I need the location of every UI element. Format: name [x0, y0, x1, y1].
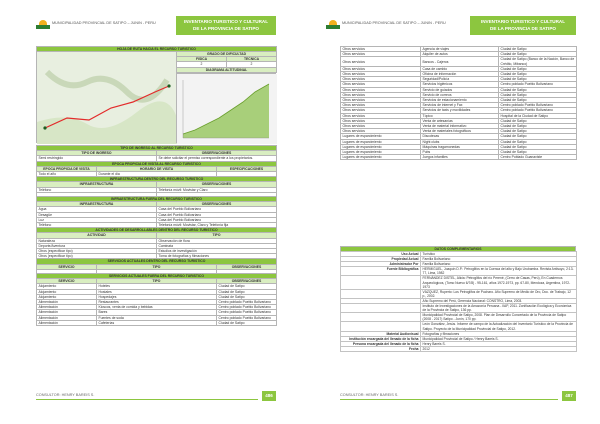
service-row: Alojamiento: [37, 284, 97, 289]
service-type: Venta de materiales fotográficos: [421, 129, 499, 134]
service-type: Servicios de internet y Fax: [421, 103, 499, 108]
complementary-value: VÁZQUEZ, Ruperto: Los Petroglifos de Pucharo. Año Supremo de Medio de Oro, Doc. de Trabajo, 12 p., 2002.: [421, 289, 577, 298]
service-type: Juegos infantiles: [421, 155, 499, 160]
activity-row: Otros (especificar tipo): [37, 254, 157, 259]
services-out-col-type: TIPO: [97, 279, 217, 284]
altitude-title: DIAGRAMA ALTITUDINAL: [177, 67, 277, 72]
service-location: Centro Poblado Guanaviste: [499, 155, 577, 160]
infra-in-row: Teléfono: [37, 187, 157, 192]
route-map-image: [37, 52, 177, 144]
service-obs: Ciudad de Satipo: [217, 320, 277, 325]
difficulty-table: [176, 51, 277, 73]
service-row: Alimentación: [37, 300, 97, 305]
service-row: Alojamiento: [37, 294, 97, 299]
service-type: Venta de material informativo: [421, 124, 499, 129]
difficulty-title: GRADO DE DIFICULTAD: [177, 52, 277, 57]
access-table: [36, 145, 277, 326]
footer-line: [340, 399, 558, 400]
infra-in-title: INFRAESTRUCTURA DENTRO DEL RECURSO TURISTICO: [37, 177, 277, 182]
complementary-key: Institución encargada del llenado de la ficha: [341, 336, 421, 341]
services-out-title: SERVICIOS ACTUALES FUERA DEL RECURSO TURISTICO: [37, 274, 277, 279]
services-in-col-obs: OBSERVACIONES: [217, 264, 277, 269]
service-type: Hostales: [97, 289, 217, 294]
complementary-title: DATOS COMPLEMENTARIOS: [341, 247, 576, 252]
service-category: Otros servicios: [341, 92, 421, 97]
page-number: 487: [562, 391, 576, 401]
infra-out-obs: Casa del Pueblo Bolivariano: [157, 207, 277, 212]
header-title-line1: INVENTARIO TURISTICO Y CULTURAL: [480, 19, 566, 24]
infra-out-row: Luz: [37, 217, 157, 222]
service-row: Alimentación: [37, 320, 97, 325]
header-title-box: [176, 16, 276, 35]
service-category: Lugares de esparcimiento: [341, 134, 421, 139]
complementary-value: Municipalidad Provincial de Satipo / Henry Bareis S.: [421, 336, 577, 341]
service-type: Kioscos, venta de comida y bebidas: [97, 305, 217, 310]
service-location: Ciudad de Satipo: [499, 144, 577, 149]
complementary-value: Familia Bolivariano: [421, 262, 577, 267]
service-type: Alquiler de autos: [421, 52, 499, 57]
service-type: Casa de cambio: [421, 66, 499, 71]
complementary-row: [341, 313, 577, 322]
service-category: Otros servicios: [341, 103, 421, 108]
activity-type: Observación de flora: [157, 238, 277, 243]
service-location: Ciudad de Satipo: [499, 87, 577, 92]
complementary-key: Fecha: [341, 346, 421, 351]
service-category: Otros servicios: [341, 72, 421, 77]
service-location: Ciudad de Satipo: [499, 66, 577, 71]
complementary-key: Administrador Por: [341, 262, 421, 267]
complementary-value: FERNÁNDEZ DISTEL, Alicia: Petroglifos del río Perené, (Cerro de Casas, Perú), En Cuadernos Arqueológicos, (Tomo Nuevo 6/7/8) - 95-161, años 1972-1973, pp. 67-80, Mendoza, Argentina, 1972-1973: [421, 276, 577, 289]
service-location: Ciudad de Satipo: [499, 52, 577, 57]
service-category: Lugares de esparcimiento: [341, 144, 421, 149]
service-type: Bares: [97, 310, 217, 315]
complementary-table: [340, 251, 577, 352]
service-location: Hospital de la Ciudad de Satipo: [499, 113, 577, 118]
activity-row: Naturaleza: [37, 238, 157, 243]
service-obs: Ciudad de Satipo: [217, 289, 277, 294]
difficulty-tecnica: TECNICA: [227, 57, 277, 62]
activity-type: Toma de fotografías y filmaciones: [157, 254, 277, 259]
service-obs: Ciudad de Satipo: [217, 294, 277, 299]
activity-type: Caminata: [157, 243, 277, 248]
altitude-diagram: [176, 73, 276, 143]
complementary-row: [341, 322, 577, 331]
service-category: Otros servicios: [341, 129, 421, 134]
infra-out-col-infra: INFRAESTRUCTURA: [37, 202, 157, 207]
complementary-value: León González, Jesús. Informe de campo de la Actualización del Inventario Turístico de la Provincia de Satipo. Proyecto de la Municipalidad Provincial de Satipo, 2012.: [421, 322, 577, 331]
complementary-key: [341, 322, 421, 331]
service-obs: Centro poblado Pueblo Bolivariano: [217, 300, 277, 305]
header-title-line2: DE LA PROVINCIA DE SATIPO: [193, 25, 259, 31]
service-category: Otros servicios: [341, 118, 421, 123]
service-category: Otros servicios: [341, 57, 421, 66]
service-location: Ciudad de Satipo: [499, 77, 577, 82]
service-type: Fuentes de soda: [97, 315, 217, 320]
infra-out-title: INFRAESTRUCTURA FUERA DEL RECURSO TURISTICO: [37, 197, 277, 202]
service-type: Hoteles: [97, 284, 217, 289]
complementary-value: Municipalidad Provincial de Satipo, 2008. Plan de Desarrollo Concertado de la Provincia de Satipo (2008 - 2017) Satipo - Junín, 170 pp.: [421, 313, 577, 322]
service-location: Ciudad de Satipo: [499, 124, 577, 129]
service-obs: Ciudad de Satipo: [217, 284, 277, 289]
fisica-value: 2: [177, 62, 227, 67]
season-title: EPOCA PROPICIA DE VISITA AL RECURSO TURISTICO: [37, 161, 277, 166]
season-col-horario: HORARIO DE VISITA: [97, 166, 217, 171]
service-category: Lugares de esparcimiento: [341, 139, 421, 144]
service-type: Servicios higiénicos: [421, 82, 499, 87]
activities-col-act: ACTIVIDAD: [37, 233, 157, 238]
service-obs: Centro poblado Pueblo Bolivariano: [217, 310, 277, 315]
complementary-key: [341, 304, 421, 313]
complementary-value: Año Supremo del Perú, Gerencia Nacional: CONSTRO, Lima, 2003.: [421, 298, 577, 303]
service-location: Ciudad de Satipo: [499, 150, 577, 155]
service-category: Otros servicios: [341, 82, 421, 87]
service-type: Bancos - Cajeros: [421, 57, 499, 66]
service-location: Ciudad de Satipo: [499, 92, 577, 97]
service-row: [341, 57, 577, 66]
header-org: MUNICIPALIDAD PROVINCIAL DE SATIPO – JUNIN - PERU: [342, 21, 446, 25]
complementary-key: Uso Actual: [341, 252, 421, 257]
municipality-logo: [36, 20, 50, 30]
service-location: Centro poblado Pueblo Bolivariano: [499, 82, 577, 87]
infra-out-obs: Telefonía móvil: Movistar, Claro y Telefonía fija: [157, 223, 277, 228]
service-row: Alimentación: [37, 310, 97, 315]
service-type: Servicio de correos: [421, 92, 499, 97]
activity-type: Estudios de investigación: [157, 249, 277, 254]
service-category: Otros servicios: [341, 113, 421, 118]
service-obs: Centro poblado Pueblo Bolivariano: [217, 315, 277, 320]
infra-in-obs: Telefonía móvil: Movistar y Claro: [157, 187, 277, 192]
services-continued-table: [340, 46, 577, 160]
service-category: Otros servicios: [341, 77, 421, 82]
complementary-value: 2012: [421, 346, 577, 351]
complementary-value: Familia Bolivariano: [421, 257, 577, 262]
service-type: Hospedajes: [97, 294, 217, 299]
right-page: [300, 0, 600, 424]
infra-out-obs: Casa del Pueblo Bolivariano: [157, 217, 277, 222]
service-type: Discotecas: [421, 134, 499, 139]
difficulty-fisica: FISICA: [177, 57, 227, 62]
service-location: Ciudad de Satipo: [499, 72, 577, 77]
service-type: Máquinas tragamonedas: [421, 144, 499, 149]
complementary-key: Propiedad Actual: [341, 257, 421, 262]
infra-out-row: Agua: [37, 207, 157, 212]
complementary-value: Instituto de Investigaciones de la Amazonía Peruana - IIAP, 2011. Zonificación Ecológica y Económica de la Provincia de Satipo, 136 pp.: [421, 304, 577, 313]
header-title-box: [470, 16, 576, 35]
route-title: HOJA DE RUTA HACIA EL RECURSO TURISTICO: [37, 47, 277, 52]
season-epoca: Todo el año: [37, 172, 97, 177]
footer-line: [36, 399, 258, 400]
service-category: Otros servicios: [341, 87, 421, 92]
complementary-value: Fotografías y filmaciones: [421, 331, 577, 336]
complementary-key: Fuente Bibliográfica: [341, 267, 421, 276]
service-row: Alojamiento: [37, 289, 97, 294]
infra-in-col-infra: INFRAESTRUCTURA: [37, 182, 157, 187]
access-type: Semi restringido: [37, 156, 157, 161]
service-type: Tópico: [421, 113, 499, 118]
service-type: Pubs: [421, 150, 499, 155]
access-title: TIPO DE INGRESO AL RECURSO TURISTICO: [37, 146, 277, 151]
service-row: [341, 155, 577, 160]
complementary-key: [341, 313, 421, 322]
page-number: 486: [262, 391, 276, 401]
service-row: Alimentación: [37, 305, 97, 310]
service-obs: Centro poblado Pueblo Bolivariano: [217, 305, 277, 310]
service-row: Alimentación: [37, 315, 97, 320]
tecnica-value: 2: [227, 62, 277, 67]
services-out-col-serv: SERVICIO: [37, 279, 97, 284]
complementary-value: HERMIGUEL, Joaquin D.P.: Petroglifos en la Cuenca del alto y Bajo Urubamba. Revista Antisuyo, 2:13-77, Lima, 1982: [421, 267, 577, 276]
access-col-type: TIPO DE INGRESO: [37, 151, 157, 156]
season-col-spec: ESPECIFICACIONES: [217, 166, 277, 171]
altitude-diagram-image: [177, 74, 277, 144]
header-title-line1: INVENTARIO TURISTICO Y CULTURAL: [183, 19, 269, 24]
municipality-logo: [326, 20, 340, 30]
service-category: Otros servicios: [341, 108, 421, 113]
infra-out-obs: Casa del Pueblo Bolivariano: [157, 212, 277, 217]
service-location: Ciudad de Satipo: [499, 134, 577, 139]
season-col-epoca: EPOCA PROPICIA DE VISITA: [37, 166, 97, 171]
activities-col-type: TIPO: [157, 233, 277, 238]
season-horario: Durante el día: [97, 172, 217, 177]
complementary-row: [341, 267, 577, 276]
activities-title: ACTIVIDADES DE DESARROLLABLES DENTRO DEL RECURSO TURISTICO: [37, 228, 277, 233]
route-map: [36, 51, 176, 143]
infra-out-row: Desagüe: [37, 212, 157, 217]
header-title-line2: DE LA PROVINCIA DE SATIPO: [490, 25, 556, 31]
complementary-key: [341, 289, 421, 298]
service-category: Lugares de esparcimiento: [341, 155, 421, 160]
services-in-title: SERVICIOS ACTUALES DENTRO DEL RECURSO TURISTICO: [37, 259, 277, 264]
services-in-col-serv: SERVICIO: [37, 264, 97, 269]
service-type: Agencia de viajes: [421, 47, 499, 52]
complementary-key: [341, 276, 421, 289]
service-location: Ciudad de Satipo: [499, 139, 577, 144]
service-location: Ciudad de Satipo: [499, 118, 577, 123]
service-location: Ciudad de Satipo (Banco de la Nación, Banco de Crédito, Mibanco): [499, 57, 577, 66]
complementary-row: [341, 276, 577, 289]
service-type: Night clubs: [421, 139, 499, 144]
complementary-row: [341, 346, 577, 351]
service-category: Otros servicios: [341, 66, 421, 71]
services-out-col-obs: OBSERVACIONES: [217, 279, 277, 284]
footer-consultant: CONSULTOR: HENRY BAREIS S.: [340, 393, 399, 397]
complementary-key: Material Audiovisual: [341, 331, 421, 336]
access-obs: Se debe solicitar el permiso correspondiente a los propietarios.: [157, 156, 277, 161]
service-type: Servicio de guiados: [421, 87, 499, 92]
infra-out-col-obs: OBSERVACIONES: [157, 202, 277, 207]
service-type: Servicios de estacionamiento: [421, 98, 499, 103]
service-category: Otros servicios: [341, 98, 421, 103]
service-category: Otros servicios: [341, 52, 421, 57]
complementary-row: [341, 304, 577, 313]
service-type: Seguridad/Policía: [421, 77, 499, 82]
service-type: Venta de artesanías: [421, 118, 499, 123]
complementary-key: Persona encargada del llenado de la ficha: [341, 341, 421, 346]
services-in-col-type: TIPO: [97, 264, 217, 269]
service-location: Ciudad de Satipo: [499, 129, 577, 134]
complementary-row: [341, 289, 577, 298]
service-category: Otros servicios: [341, 47, 421, 52]
service-category: Lugares de esparcimiento: [341, 150, 421, 155]
service-type: Cafeterías: [97, 320, 217, 325]
service-location: Centro poblado Pueblo Bolivariano: [499, 108, 577, 113]
activity-row: Deporte/Aventura: [37, 243, 157, 248]
access-col-obs: OBSERVACIONES: [157, 151, 277, 156]
infra-out-row: Teléfono: [37, 223, 157, 228]
service-type: Servicios de taxis y movilidades: [421, 108, 499, 113]
service-category: Otros servicios: [341, 124, 421, 129]
header-org: MUNICIPALIDAD PROVINCIAL DE SATIPO – JUNIN - PERU: [52, 21, 156, 25]
service-type: Oficina de información: [421, 72, 499, 77]
service-location: Centro poblado Pueblo Bolivariano: [499, 103, 577, 108]
infra-in-col-obs: OBSERVACIONES: [157, 182, 277, 187]
complementary-value: Henry Bareis S.: [421, 341, 577, 346]
activity-row: Otros (especificar tipo): [37, 249, 157, 254]
service-location: Ciudad de Satipo: [499, 47, 577, 52]
complementary-value: Turístico: [421, 252, 577, 257]
service-type: Restaurantes: [97, 300, 217, 305]
service-location: Ciudad de Satipo: [499, 98, 577, 103]
footer-consultant: CONSULTOR: HENRY BAREIS S.: [36, 393, 95, 397]
